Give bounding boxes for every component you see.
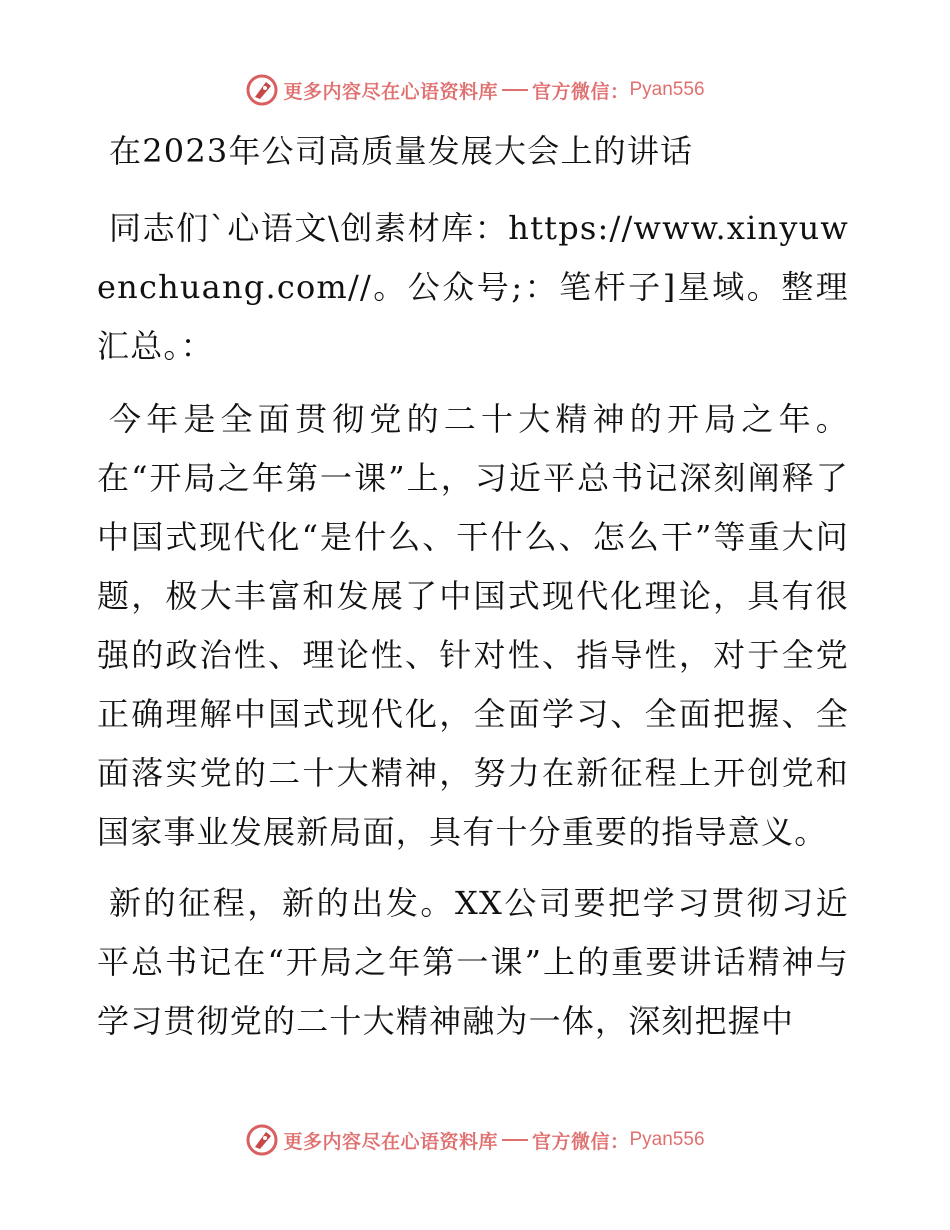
watermark-official-text: 官方微信： — [531, 1130, 630, 1153]
watermark-brand-text: 更多内容尽在心语资料库 — [283, 80, 498, 103]
footer-watermark — [0, 1122, 950, 1158]
watermark-dash — [502, 89, 528, 91]
document-title: 在2023年公司高质量发展大会上的讲话 — [109, 132, 694, 170]
pen-nib-icon — [245, 73, 279, 107]
document-greeting: 同志们`心语文\创素材库：https://www.xinyuwenchuang.com//。公众号;：笔杆子]星域。整理汇总。： — [97, 209, 849, 365]
header-watermark — [0, 72, 950, 108]
watermark-brand-text: 更多内容尽在心语资料库 — [283, 1130, 498, 1153]
pen-nib-icon — [245, 1123, 279, 1157]
watermark-wechat-id: Pyan556 — [629, 1129, 705, 1150]
document-body — [97, 122, 849, 1063]
watermark-dash — [502, 1139, 528, 1141]
paragraph-2: 新的征程，新的出发。XX公司要把学习贯彻习近平总书记在“开局之年第一课”上的重要讲话精神与学习贯彻党的二十大精神融为一体，深刻把握中 — [97, 884, 849, 1040]
paragraph-1: 今年是全面贯彻党的二十大精神的开局之年。在“开局之年第一课”上，习近平总书记深刻阐释了中国式现代化“是什么、干什么、怎么干”等重大问题，极大丰富和发展了中国式现代化理论，具有很强的政治性、理论性、针对性、指导性，对于全党正确理解中国式现代化，全面学习、全面把握、全面落实党的二十大精神，努力在新征程上开创党和国家事业发展新局面，具有十分重要的指导意义。 — [97, 400, 849, 851]
watermark-wechat-id: Pyan556 — [629, 79, 705, 100]
watermark-official-text: 官方微信： — [531, 80, 630, 103]
